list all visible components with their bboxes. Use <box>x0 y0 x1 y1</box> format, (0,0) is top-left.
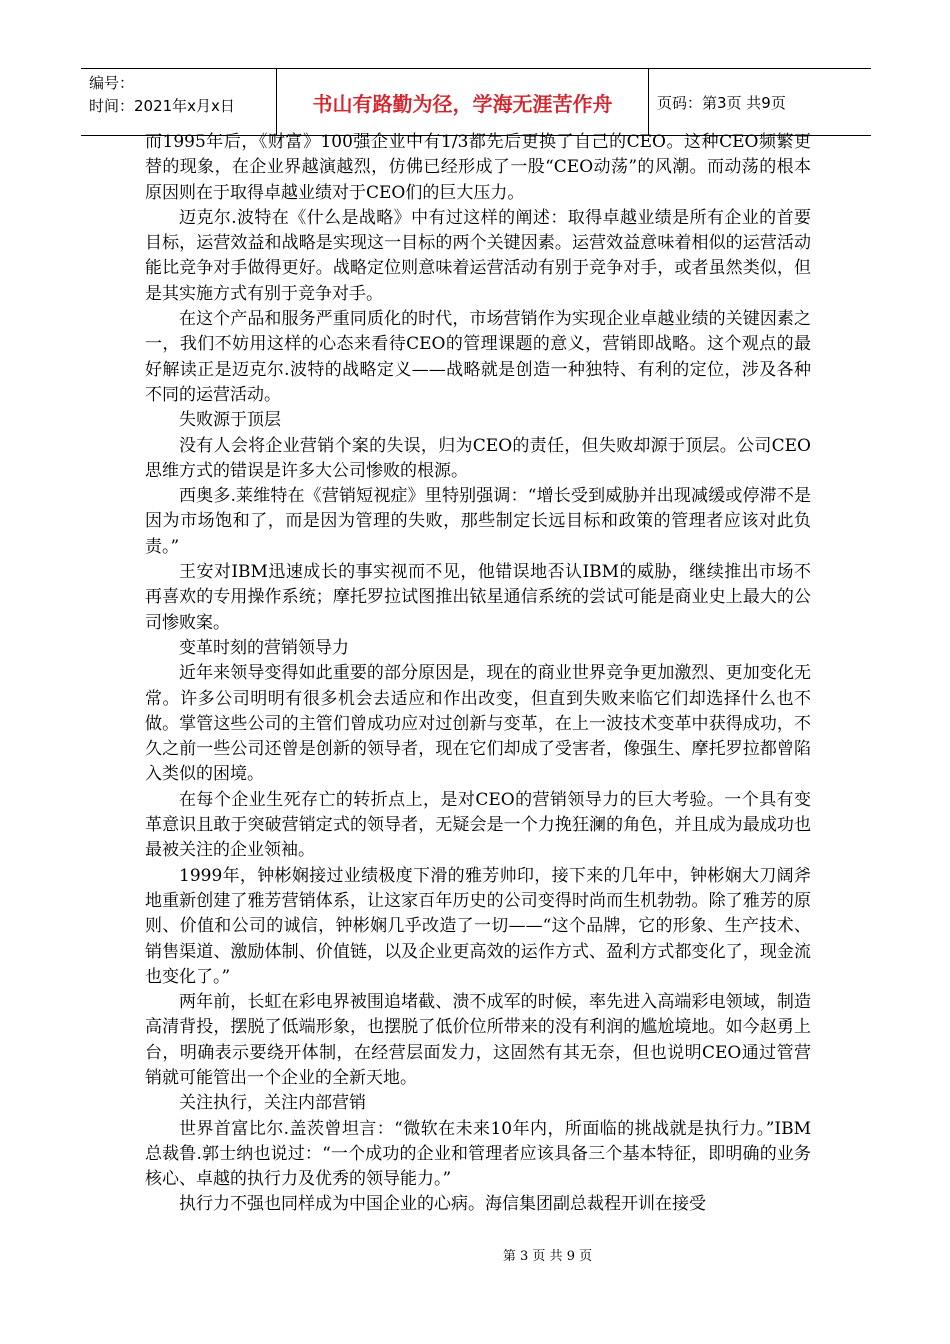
paragraph: 在这个产品和服务严重同质化的时代，市场营销作为实现企业卓越业绩的关键因素之一，我们不妨用这样的心态来看待CEO的管理课题的意义，营销即战略。这个观点的最好解读正是迈克尔.波特的战略定义——战略就是创造一种独特、有利的定位，涉及各种不同的运营活动。 <box>145 309 811 405</box>
paragraph: 在每个企业生死存亡的转折点上，是对CEO的营销领导力的巨大考验。一个具有变革意识且敢于突破营销定式的领导者，无疑会是一个力挽狂澜的角色，并且成为最成功也最被关注的企业领袖。 <box>145 789 811 861</box>
section-heading: 失败源于顶层 <box>179 410 281 431</box>
header-meta <box>81 69 277 135</box>
page-footer: 第 3 页 共 9 页 <box>502 1249 593 1264</box>
paragraph: 世界首富比尔.盖茨曾坦言：“微软在未来10年内，所面临的挑战就是执行力。”IBM总裁鲁.郭士纳也说过：“一个成功的企业和管理者应该具备三个基本特征，即明确的业务核心、卓越的执行力及优秀的领导能力。” <box>145 1118 811 1190</box>
page-header <box>81 68 871 136</box>
section-heading: 变革时刻的营销领导力 <box>179 637 349 658</box>
section-heading: 关注执行，关注内部营销 <box>179 1093 366 1114</box>
paragraph: 迈克尔.波特在《什么是战略》中有过这样的阐述：取得卓越业绩是所有企业的首要目标，运营效益和战略是实现这一目标的两个关键因素。运营效益意味着相似的运营活动能比竞争对手做得更好。战略定位则意味着运营活动有别于竞争对手，或者虽然类似，但是其实施方式有别于竞争对手。 <box>145 207 811 304</box>
paragraph: 没有人会将企业营销个案的失误，归为CEO的责任，但失败却源于顶层。公司CEO思维方式的错误是许多大公司惨败的根源。 <box>145 435 811 481</box>
paragraph: 近年来领导变得如此重要的部分原因是，现在的商业世界竞争更加激烈、更加变化无常。许多公司明明有很多机会去适应和作出改变，但直到失败来临它们却选择什么也不做。掌管这些公司的主管们曾成功应对过创新与变革，在上一波技术变革中获得成功，不久之前一些公司还曾是创新的领导者，现在它们却成了受害者，像强生、摩托罗拉都曾陷入类似的困境。 <box>145 663 811 785</box>
document-body <box>145 130 811 1218</box>
paragraph: 1999年，钟彬娴接过业绩极度下滑的雅芳帅印，接下来的几年中，钟彬娴大刀阔斧地重新创建了雅芳营销体系，让这家百年历史的公司变得时尚而生机勃勃。除了雅芳的原则、价值和公司的诚信，钟彬娴几乎改造了一切——“这个品牌，它的形象、生产技术、销售渠道、激励体制、价值链，以及企业更高效的运作方式、盈利方式都变化了，现金流也变化了。” <box>145 865 811 987</box>
paragraph: 而1995年后，《财富》100强企业中有1/3都先后更换了自己的CEO。这种CEO频繁更替的现象，在企业界越演越烈，仿佛已经形成了一股“CEO动荡”的风潮。而动荡的根本原因则在于取得卓越业绩对于CEO们的巨大压力。 <box>145 132 811 203</box>
document-number: 编号： <box>89 74 135 92</box>
paragraph: 西奥多.莱维特在《营销短视症》里特别强调：“增长受到威胁并出现减缓或停滞不是因为市场饱和了，而是因为管理的失败，那些制定长远目标和政策的管理者应该对此负责。” <box>145 486 811 557</box>
header-page-info: 页码：第3页 共9页 <box>657 93 786 112</box>
header-motto: 书山有路勤为径，学海无涯苦作舟 <box>277 69 649 135</box>
paragraph: 两年前，长虹在彩电界被围追堵截、溃不成军的时候，率先进入高端彩电领域，制造高清背投，摆脱了低端形象，也摆脱了低价位所带来的没有利润的尴尬境地。如今赵勇上台，明确表示要绕开体制，在经营层面发力，这固然有其无奈，但也说明CEO通过管营销就可能管出一个企业的全新天地。 <box>145 992 811 1088</box>
paragraph: 王安对IBM迅速成长的事实视而不见，他错误地否认IBM的威胁，继续推出市场不再喜欢的专用操作系统；摩托罗拉试图推出铱星通信系统的尝试可能是商业史上最大的公司惨败案。 <box>145 562 811 633</box>
paragraph: 执行力不强也同样成为中国企业的心病。海信集团副总裁程开训在接受 <box>179 1194 706 1215</box>
document-date: 时间：2021年x月x日 <box>89 97 235 115</box>
